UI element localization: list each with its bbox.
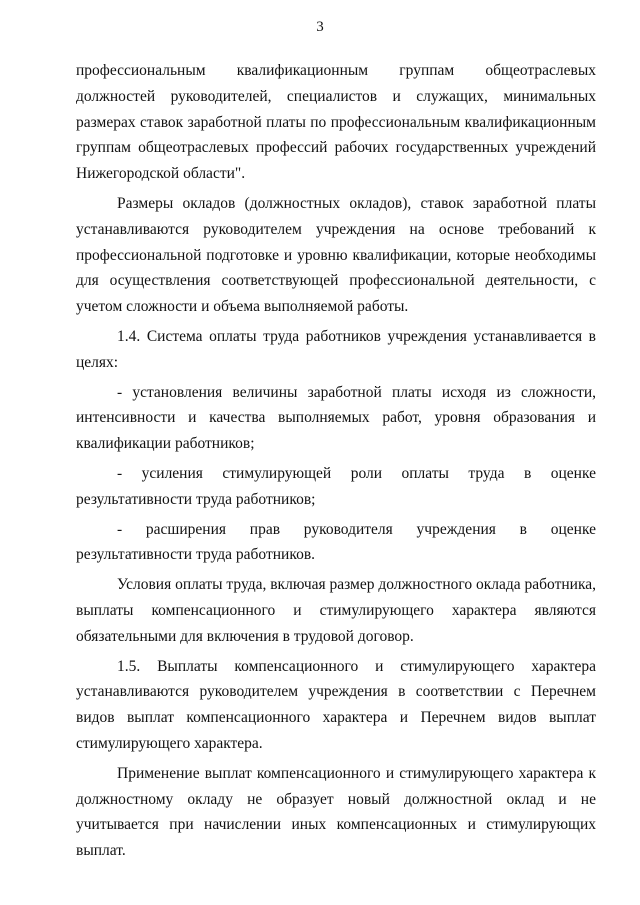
- paragraph-pay-conditions: Условия оплаты труда, включая размер должностного оклада работника, выплаты компенсационного и стимулирующего характера являются обязательными для включения в трудовой договор.: [76, 576, 596, 645]
- paragraph-continuation: профессиональным квалификационным группам общеотраслевых должностей руководителей, специалистов и служащих, минимальных размерах ставок заработной платы по профессиональным квалификационным группам общеотраслевых профессий рабочих государственных учреждений Нижегородской области".: [76, 62, 596, 183]
- paragraph-list-item-3: - расширения прав руководителя учреждения в оценке результативности труда работников.: [76, 520, 596, 564]
- paragraph-list-item-2: - усиления стимулирующей роли оплаты труда в оценке результативности труда работников;: [76, 464, 596, 508]
- document-body: [76, 58, 596, 864]
- paragraph-list-item-1: - установления величины заработной платы исходя из сложности, интенсивности и качества выполняемых работ, уровня образования и квалификации работников;: [76, 383, 596, 453]
- page-number: 3: [316, 19, 324, 35]
- paragraph-section-1-5: 1.5. Выплаты компенсационного и стимулирующего характера устанавливаются руководителем учреждения в соответствии с Перечнем видов выплат компенсационного характера и Перечнем видов выплат стимулирующего характера.: [76, 657, 596, 752]
- paragraph-application-of-payments: Применение выплат компенсационного и стимулирующего характера к должностному окладу не образует новый должностной оклад и не учитывается при начислении иных компенсационных и стимулирующих выплат.: [76, 764, 596, 860]
- paragraph-salary-sizes: Размеры окладов (должностных окладов), ставок заработной платы устанавливаются руководителем учреждения на основе требований к профессиональной подготовке и уровню квалификации, которые необходимы для осуществления соответствующей профессиональной деятельности, с учетом сложности и объема выполняемой работы.: [76, 194, 596, 316]
- paragraph-section-1-4: 1.4. Система оплаты труда работников учреждения устанавливается в целях:: [76, 327, 596, 371]
